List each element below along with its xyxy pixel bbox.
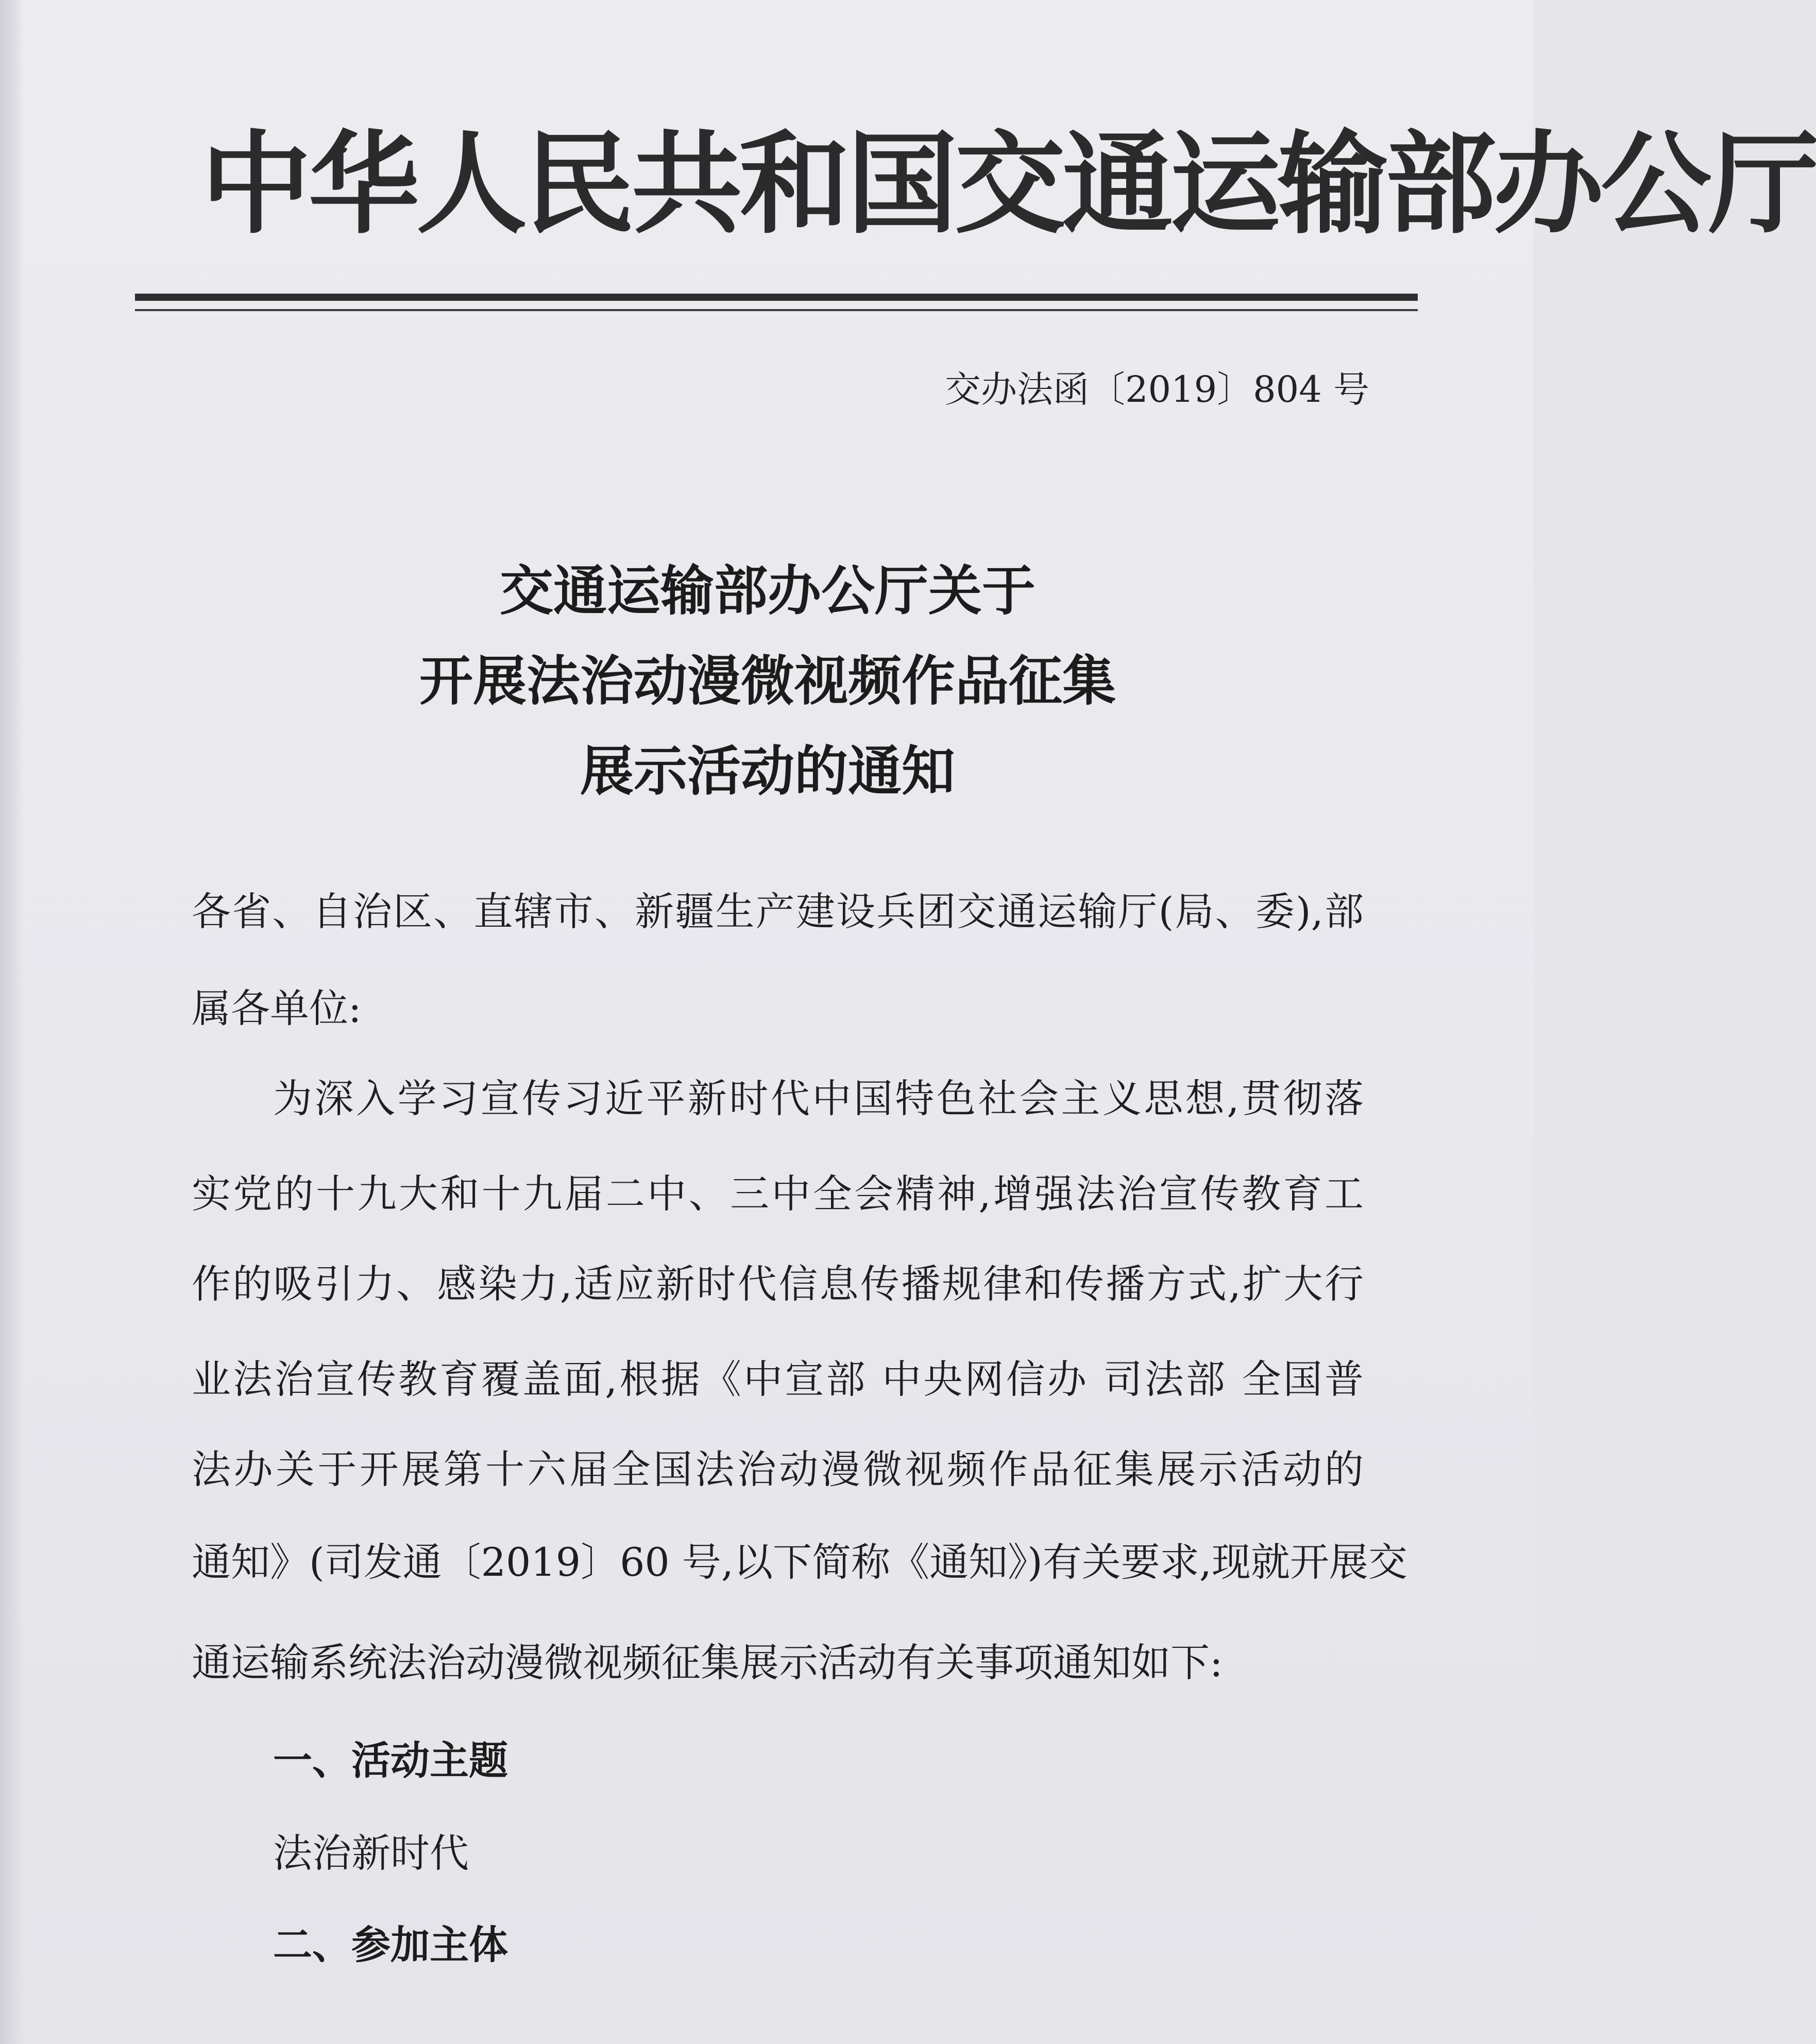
body-line-3: 作的吸引力、感染力,适应新时代信息传播规律和传播方式,扩大行 <box>192 1261 1364 1307</box>
page-edge-shadow <box>0 0 24 2044</box>
body-line-4: 业法治宣传教育覆盖面,根据《中宣部 中央网信办 司法部 全国普 <box>192 1356 1364 1402</box>
letterhead-rule-thin <box>135 309 1418 311</box>
notice-title-line-1: 交通运输部办公厅关于 <box>499 559 1036 622</box>
document-number: 交办法函〔2019〕804 号 <box>944 368 1369 411</box>
body-line-1: 为深入学习宣传习近平新时代中国特色社会主义思想,贯彻落 <box>273 1076 1364 1121</box>
section-heading-1: 一、活动主题 <box>273 1738 508 1783</box>
section-content-1: 法治新时代 <box>273 1830 469 1876</box>
body-line-6: 通知》(司发通〔2019〕60 号,以下简称《通知》)有关要求,现就开展交 <box>192 1539 1407 1585</box>
body-line-7: 通运输系统法治动漫微视频征集展示活动有关事项通知如下: <box>192 1640 1223 1685</box>
notice-title-line-3: 展示活动的通知 <box>580 740 955 803</box>
section-heading-2: 二、参加主体 <box>273 1922 508 1968</box>
letterhead-rule-thick <box>135 294 1418 301</box>
letterhead-organization: 中华人民共和国交通运输部办公厅 <box>201 120 1816 249</box>
body-line-2: 实党的十九大和十九届二中、三中全会精神,增强法治宣传教育工 <box>192 1171 1364 1217</box>
addressee-line-1: 各省、自治区、直辖市、新疆生产建设兵团交通运输厅(局、委),部 <box>192 889 1364 934</box>
notice-title-line-2: 开展法治动漫微视频作品征集 <box>419 650 1116 712</box>
addressee-line-2: 属各单位: <box>192 985 362 1031</box>
body-line-5: 法办关于开展第十六届全国法治动漫微视频作品征集展示活动的 <box>192 1446 1364 1492</box>
